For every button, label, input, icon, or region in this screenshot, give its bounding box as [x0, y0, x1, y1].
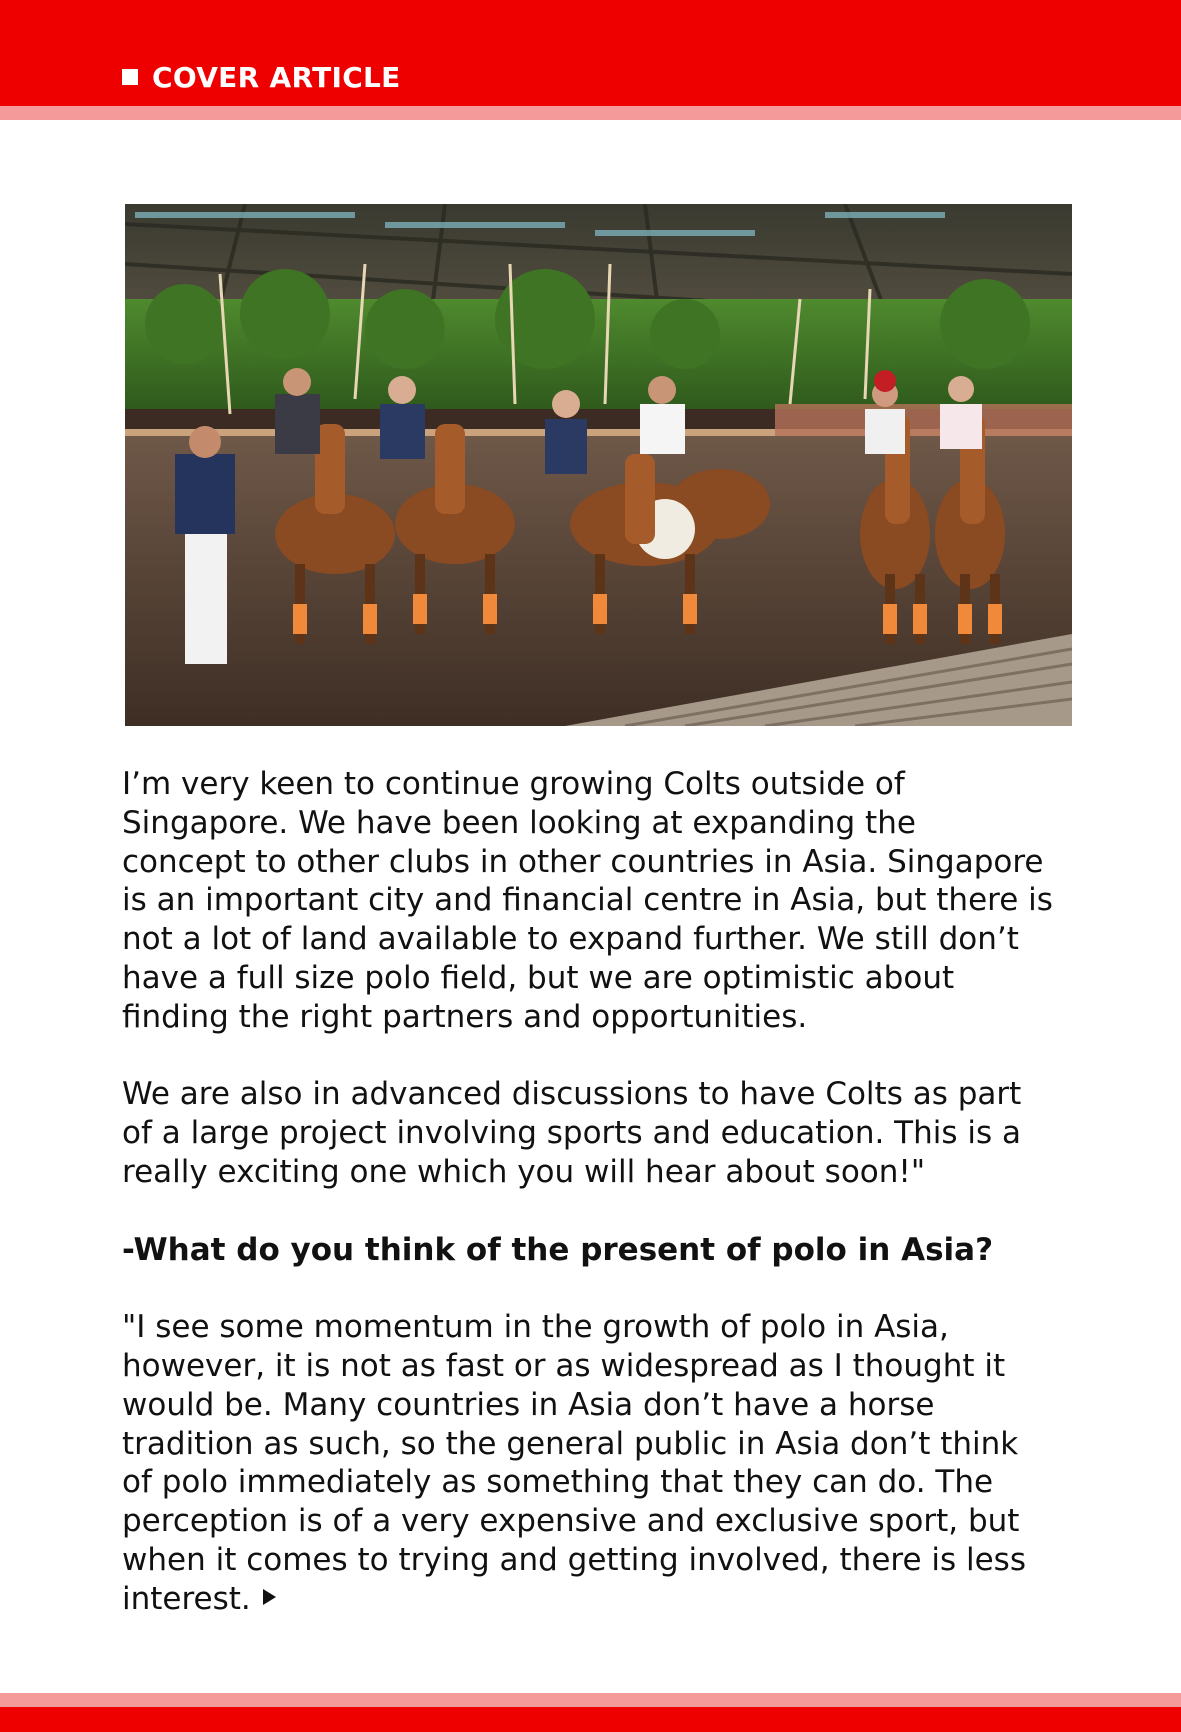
header-stripe [0, 106, 1181, 120]
paragraph-gap [122, 1037, 1082, 1076]
section-label [122, 57, 401, 97]
paragraph-gap [122, 1269, 1082, 1308]
footer-stripe [0, 1693, 1181, 1707]
play-arrow-icon [263, 1589, 276, 1605]
paragraph-gap [122, 1192, 1082, 1231]
paragraph-2: We are also in advanced discussions to have Colts as part of a large project involving sports and education. This is a really exciting one which you will hear about soon!" [122, 1076, 1022, 1190]
footer-bar [0, 1707, 1181, 1732]
section-label-text: COVER ARTICLE [152, 60, 401, 94]
article-photo [125, 204, 1072, 726]
square-bullet-icon [122, 69, 138, 85]
interview-answer [122, 1308, 1082, 1618]
answer-text: "I see some momentum in the growth of polo in Asia, however, it is not as fast or as widespread as I thought it would be. Many countries in Asia don’t have a horse tradition as such, so the general public in Asia don’t think of polo immediately as something that they can do. The perception is of a very expensive and exclusive sport, but when it comes to trying and getting involved, there is less interest. [122, 1309, 1026, 1617]
article-body [122, 765, 1082, 1619]
interview-question: -What do you think of the present of polo in Asia? [122, 1231, 994, 1268]
paragraph-1: I’m very keen to continue growing Colts outside of Singapore. We have been looking at expanding the concept to other clubs in other countries in Asia. Singapore is an important city and financial centre in Asia, but there is not a lot of land available to expand further. We still don’t have a full size polo field, but we are optimistic about finding the right partners and opportunities. [122, 766, 1053, 1035]
